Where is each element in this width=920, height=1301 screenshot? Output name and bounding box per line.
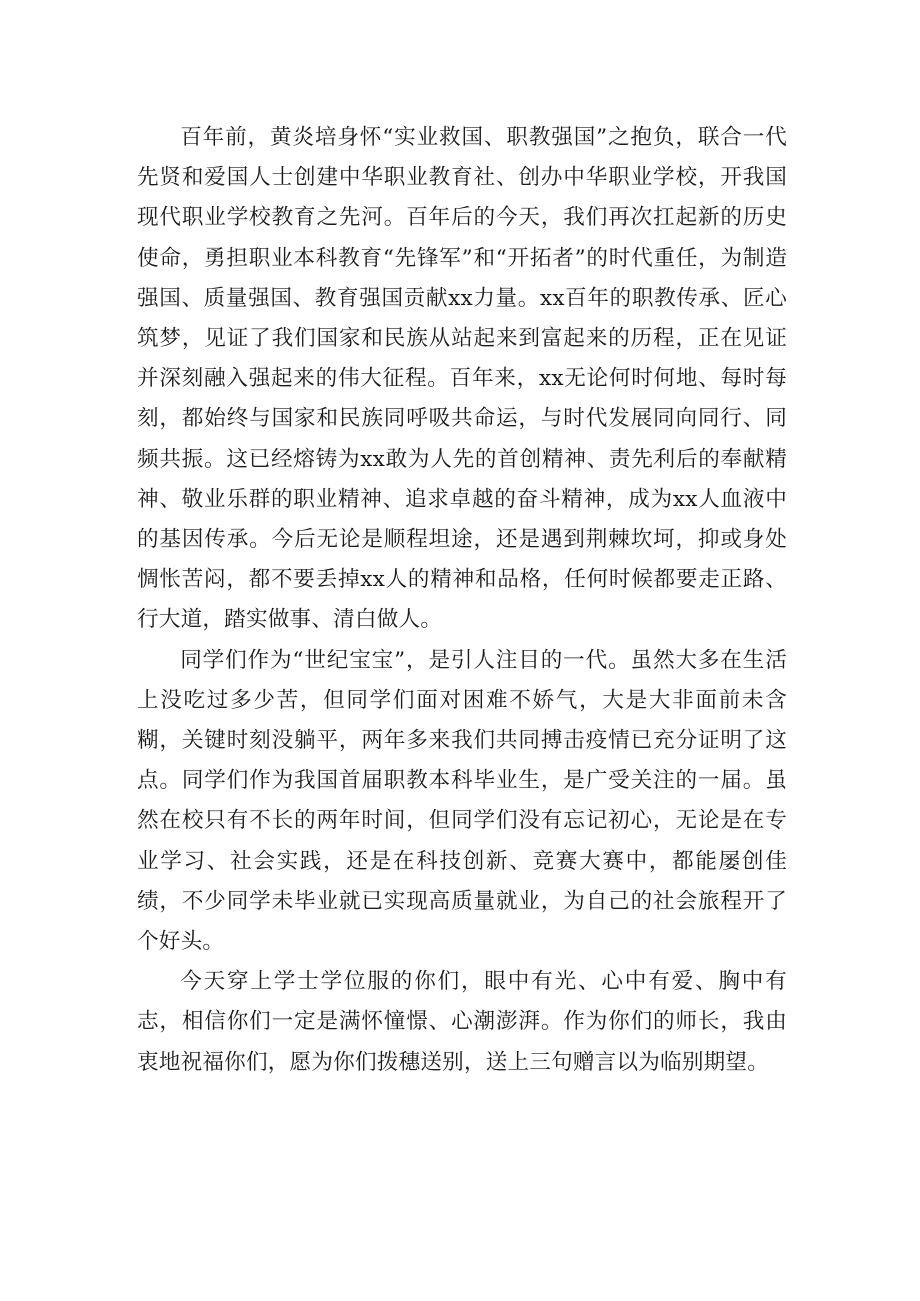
paragraph-students: 同学们作为“世纪宝宝”，是引人注目的一代。虽然大多在生活上没吃过多少苦，但同学们面对困难不娇气，大是大非面前未含糊，关键时刻没躺平，两年多来我们共同搏击疫情已充分证明了这点。同学们作为我国首届职教本科毕业生，是广受关注的一届。虽然在校只有不长的两年时间，但同学们没有忘记初心，无论是在专业学习、社会实践，还是在科技创新、竞赛大赛中，都能屡创佳绩，不少同学未毕业就已实现高质量就业，为自己的社会旅程开了个好头。 bbox=[137, 647, 787, 955]
paragraph-history: 百年前，黄炎培身怀“实业救国、职教强国”之抱负，联合一代先贤和爱国人士创建中华职业教育社、创办中华职业学校，开我国现代职业学校教育之先河。百年后的今天，我们再次扛起新的历史使命，勇担职业本科教育“先锋军”和“开拓者”的时代重任，为制造强国、质量强国、教育强国贡献xx力量。xx百年的职教传承、匠心筑梦，见证了我们国家和民族从站起来到富起来的历程，正在见证并深刻融入强起来的伟大征程。百年来，xx无论何时何地、每时每刻，都始终与国家和民族同呼吸共命运，与时代发展同向同行、同频共振。这已经熔铸为xx敢为人先的首创精神、责先利后的奉献精神、敬业乐群的职业精神、追求卓越的奋斗精神，成为xx人血液中的基因传承。今后无论是顺程坦途，还是遇到荆棘坎坷，抑或身处惆怅苦闷，都不要丢掉xx人的精神和品格，任何时候都要走正路、行大道，踏实做事、清白做人。 bbox=[137, 125, 787, 633]
document-body bbox=[137, 118, 787, 1083]
paragraph-blessing: 今天穿上学士学位服的你们，眼中有光、心中有爱、胸中有志，相信你们一定是满怀憧憬、心潮澎湃。作为你们的师长，我由衷地祝福你们，愿为你们拨穗送别，送上三句赠言以为临别期望。 bbox=[137, 969, 787, 1075]
